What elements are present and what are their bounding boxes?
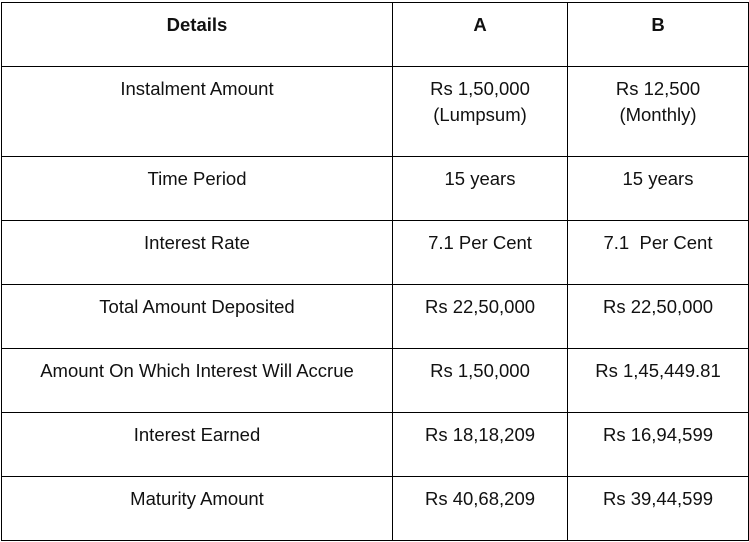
table-row <box>2 477 749 541</box>
header-a: A <box>393 3 568 67</box>
table-row <box>2 221 749 285</box>
cell-b-line: (Monthly) <box>619 104 697 125</box>
comparison-table <box>1 2 749 541</box>
cell-b: Rs 39,44,599 <box>568 477 749 541</box>
cell-a: 15 years <box>393 157 568 221</box>
cell-b: Rs 1,45,449.81 <box>568 349 749 413</box>
cell-a: 7.1 Per Cent <box>393 221 568 285</box>
header-b: B <box>568 3 749 67</box>
table-row <box>2 285 749 349</box>
cell-b: Rs 16,94,599 <box>568 413 749 477</box>
table-row <box>2 67 749 157</box>
cell-a: Rs 40,68,209 <box>393 477 568 541</box>
cell-a-line: Rs 1,50,000 <box>430 78 530 99</box>
row-label: Amount On Which Interest Will Accrue <box>2 349 393 413</box>
cell-a <box>393 67 568 157</box>
cell-b: 7.1 Per Cent <box>568 221 749 285</box>
row-label: Interest Earned <box>2 413 393 477</box>
header-details: Details <box>2 3 393 67</box>
cell-b <box>568 67 749 157</box>
cell-a: Rs 1,50,000 <box>393 349 568 413</box>
row-label: Maturity Amount <box>2 477 393 541</box>
cell-a: Rs 22,50,000 <box>393 285 568 349</box>
row-label: Total Amount Deposited <box>2 285 393 349</box>
cell-a: Rs 18,18,209 <box>393 413 568 477</box>
cell-b: 15 years <box>568 157 749 221</box>
cell-a-line: (Lumpsum) <box>433 104 527 125</box>
cell-b-line: Rs 12,500 <box>615 78 701 99</box>
table-row <box>2 157 749 221</box>
row-label: Instalment Amount <box>2 67 393 157</box>
table-header-row <box>2 3 749 67</box>
cell-b: Rs 22,50,000 <box>568 285 749 349</box>
row-label: Interest Rate <box>2 221 393 285</box>
row-label: Time Period <box>2 157 393 221</box>
table-row <box>2 349 749 413</box>
table-row <box>2 413 749 477</box>
